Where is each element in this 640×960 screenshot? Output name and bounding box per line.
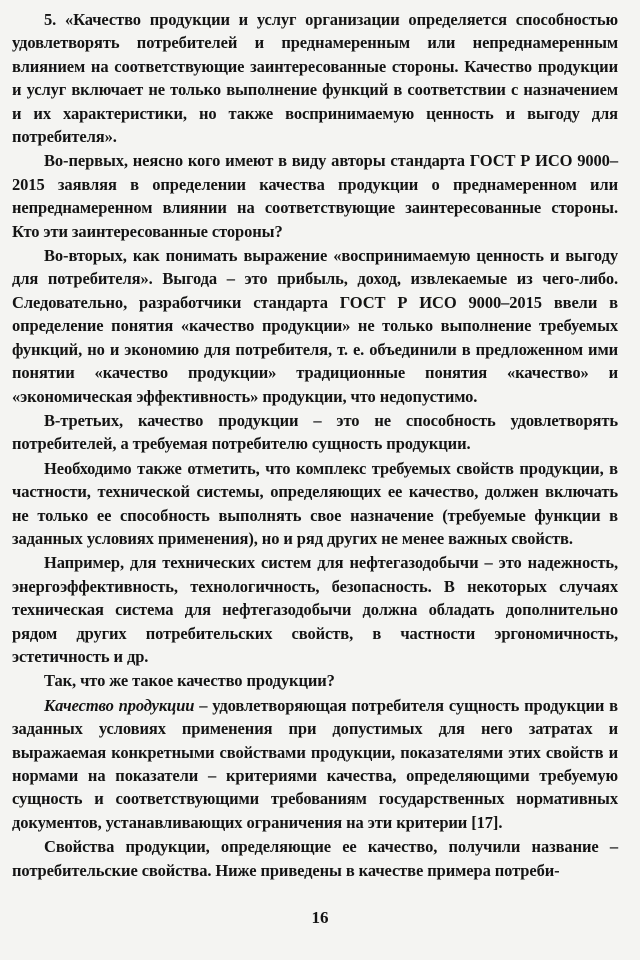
paragraph-required-properties: Необходимо также отметить, что комплекс требуемых свойств продукции, в частности, технической системы, определяющих ее качество, должен включать не только ее способность выполнять свое назначение (требуемые функции в заданных условиях применения), но и ряд других не менее важных свойств. [12,458,618,548]
paragraph-consumer-properties: Свойства продукции, определяющие ее качество, получили название – потребительские свойства. Ниже приведены в качестве примера потреби- [12,837,618,880]
paragraph-oil-gas-example: Например, для технических систем для нефтегазодобычи – это надежность, энергоэффективность, технологичность, безопасность. В некоторых случаях техническая система для нефтегазодобычи должна обладать дополнительно рядом других потребительских свойств, в частности эргономичность, эстетичность и др. [12,553,618,666]
paragraph-first-point: Во-первых, неясно кого имеют в виду авторы стандарта ГОСТ Р ИСО 9000–2015 заявляя в определении качества продукции о преднамеренном или непреднамеренном влиянии на соответствующие заинтересованные стороны. Кто эти заинтересованные стороны? [12,151,618,241]
defined-term: Качество продукции [44,695,195,715]
paragraph-third-point: В-третьих, качество продукции – это не способность удовлетворять потребителей, а требуемая потребителю сущность продукции. [12,410,618,454]
paragraph-second-point: Во-вторых, как понимать выражение «воспринимаемую ценность и выгоду для потребителя». Выгода – это прибыль, доход, извлекаемые из чего-либо. Следовательно, разработчики стандарта ГОСТ Р ИСО 9000–2015 ввели в определение понятия «качество продукции» не только выполнение требуемых функций, но и экономию для потребителя, т. е. объединили в предложенном ими понятии «качество продукции» традиционные понятия «качество» и «экономическая эффективность» продукции, что недопустимо. [12,246,618,406]
page-number: 16 [311,908,329,927]
paragraph-definition-quote: 5. «Качество продукции и услуг организации определяется способностью удовлетворять потребителей и преднамеренным или непреднамеренным влиянием на соответствующие заинтересованные стороны. Качество продукции и услуг включает не только выполнение функций в соответствии с назначением и их характеристики, но также воспринимаемую ценность и выгоду для потребителя». [12,10,618,147]
paragraph-question: Так, что же такое качество продукции? [44,671,335,691]
definition-text: – удовлетворяющая потребителя сущность продукции в заданных условиях применения при допустимых для него затратах и выражаемая конкретными свойствами продукции, показателями этих свойств и нормами на показатели – критериями качества, определяющими требуемую сущность и соответствующими требованиям государственных нормативных документов, устанавливающих ограничения на эти критерии [17]. [12,695,618,832]
paragraph-quality-definition [12,694,618,834]
